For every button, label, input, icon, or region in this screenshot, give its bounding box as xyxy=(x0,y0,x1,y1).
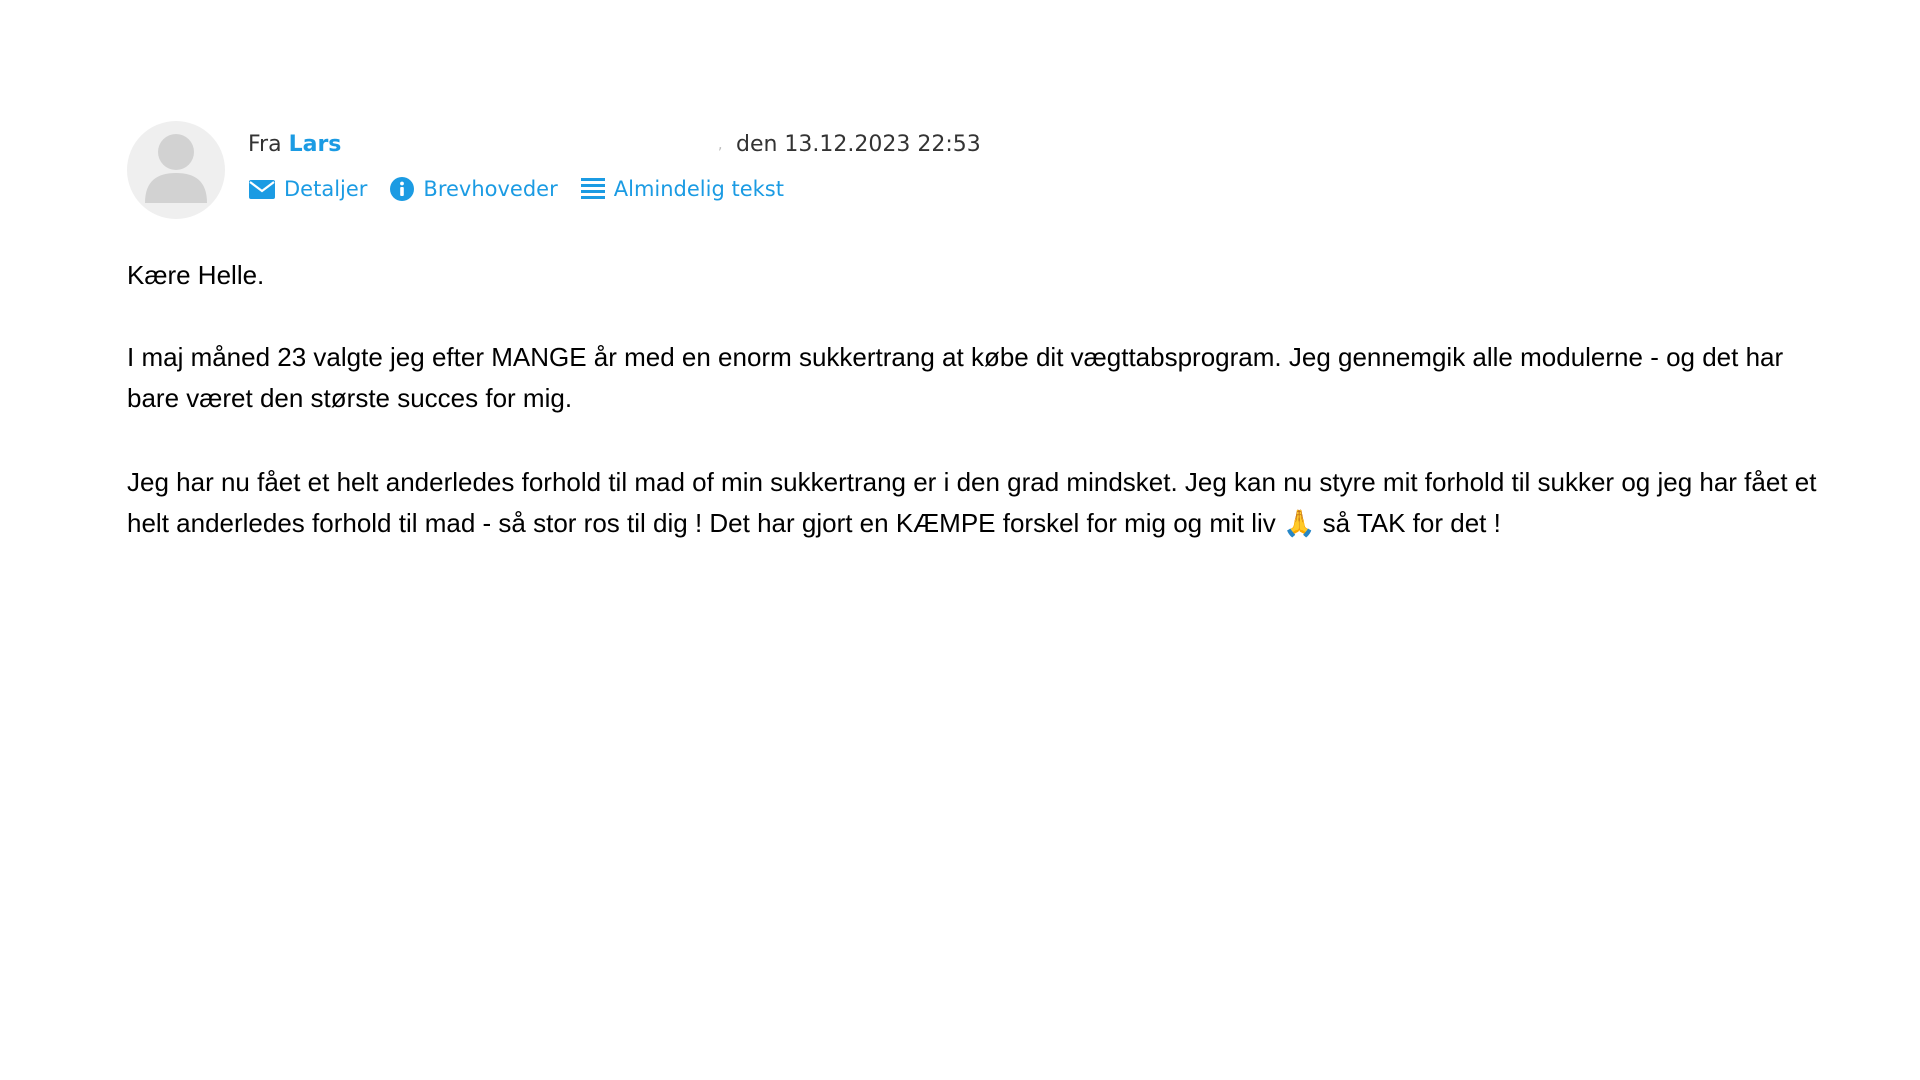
headers-label: Brevhoveder xyxy=(423,177,558,201)
message-body xyxy=(127,255,1827,587)
details-link[interactable] xyxy=(248,175,367,203)
message-actions xyxy=(248,175,806,203)
body-paragraph: I maj måned 23 valgte jeg efter MANGE år med en enorm sukkertrang at købe dit vægttabsprogram. Jeg gennemgik alle modulerne - og det har bare været den største succes for mig. xyxy=(127,342,1784,413)
message-header xyxy=(127,121,1227,221)
person-icon xyxy=(127,121,225,219)
sender-email-fragment: , xyxy=(718,137,723,153)
sender-name-link[interactable]: Lars xyxy=(288,132,342,157)
plain-text-label: Almindelig tekst xyxy=(613,177,784,201)
avatar xyxy=(127,121,225,219)
body-paragraph: Jeg har nu fået et helt anderledes forhold til mad of min sukkertrang er i den grad mindsket. Jeg kan nu styre mit forhold til sukker og jeg har fået et helt anderledes forhold til mad - så stor ros til dig ! Det har gjort en KÆMPE forskel for mig og mit liv 🙏 så TAK for det ! xyxy=(127,467,1817,538)
info-icon xyxy=(389,176,415,202)
list-lines-icon xyxy=(580,176,606,202)
sender-line xyxy=(248,130,981,160)
message-date: den 13.12.2023 22:53 xyxy=(736,132,981,157)
from-label: Fra xyxy=(248,132,282,157)
plain-text-link[interactable] xyxy=(580,175,784,203)
details-label: Detaljer xyxy=(284,177,368,201)
envelope-icon xyxy=(248,178,276,200)
headers-link[interactable] xyxy=(389,175,557,203)
greeting: Kære Helle. xyxy=(127,260,265,290)
